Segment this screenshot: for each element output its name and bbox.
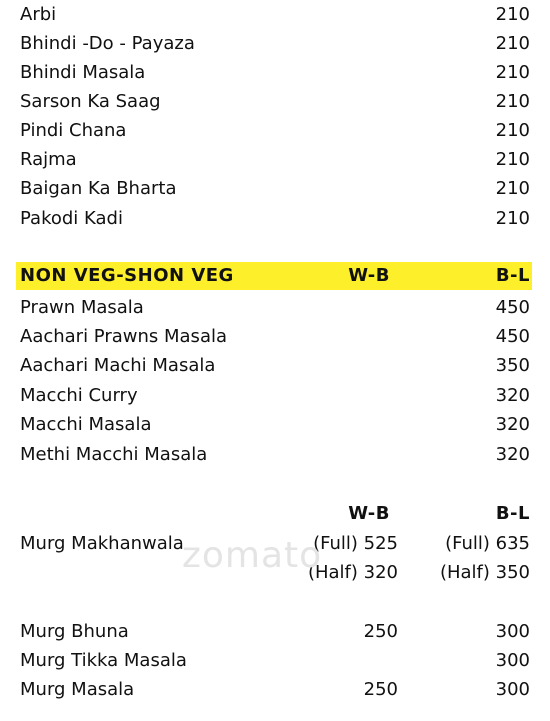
item-price-wb: 250 xyxy=(363,621,398,642)
item-price-bl-full: (Full) 635 xyxy=(445,533,530,554)
item-name: Methi Macchi Masala xyxy=(20,444,208,465)
item-name: Murg Bhuna xyxy=(20,621,129,642)
item-name: Aachari Prawns Masala xyxy=(20,326,227,347)
section-header-murg xyxy=(20,500,530,528)
item-price-wb-full: (Full) 525 xyxy=(313,533,398,554)
item-name: Bhindi -Do - Payaza xyxy=(20,33,195,54)
item-name: Bhindi Masala xyxy=(20,62,146,83)
column-header-bl: B-L xyxy=(495,503,530,524)
item-price: 210 xyxy=(495,91,530,112)
list-item xyxy=(20,0,530,29)
item-price: 210 xyxy=(495,33,530,54)
item-price-wb: 250 xyxy=(363,679,398,700)
item-name: Murg Tikka Masala xyxy=(20,650,187,671)
list-item xyxy=(20,293,530,322)
watermark-logo: zomato xyxy=(182,535,323,576)
section-header-nonveg xyxy=(20,262,530,290)
item-price: 320 xyxy=(495,444,530,465)
section-title: NON VEG-SHON VEG xyxy=(20,265,234,286)
item-name: Murg Makhanwala xyxy=(20,533,184,554)
item-price: 210 xyxy=(495,62,530,83)
column-header-wb: W-B xyxy=(348,503,390,524)
item-name: Pindi Chana xyxy=(20,120,127,141)
list-item xyxy=(20,174,530,203)
list-item xyxy=(20,381,530,410)
item-price: 450 xyxy=(495,326,530,347)
item-name: Baigan Ka Bharta xyxy=(20,178,177,199)
item-price: 320 xyxy=(495,385,530,406)
list-item xyxy=(20,29,530,58)
list-item xyxy=(20,675,530,704)
item-price-bl-half: (Half) 350 xyxy=(439,562,530,583)
item-price: 210 xyxy=(495,178,530,199)
item-price-wb-half: (Half) 320 xyxy=(307,562,398,583)
list-item xyxy=(20,440,530,469)
list-item xyxy=(20,145,530,174)
item-name: Macchi Masala xyxy=(20,414,152,435)
item-price: 210 xyxy=(495,120,530,141)
item-price: 350 xyxy=(495,355,530,376)
list-item xyxy=(20,58,530,87)
item-name: Prawn Masala xyxy=(20,297,144,318)
list-item xyxy=(20,204,530,233)
item-name: Sarson Ka Saag xyxy=(20,91,161,112)
item-name: Aachari Machi Masala xyxy=(20,355,216,376)
item-price: 450 xyxy=(495,297,530,318)
list-item xyxy=(20,410,530,439)
item-price: 210 xyxy=(495,4,530,25)
item-name: Rajma xyxy=(20,149,77,170)
item-price: 320 xyxy=(495,414,530,435)
column-header-bl: B-L xyxy=(495,265,530,286)
item-price: 210 xyxy=(495,208,530,229)
list-item xyxy=(20,351,530,380)
item-name: Macchi Curry xyxy=(20,385,138,406)
item-price: 210 xyxy=(495,149,530,170)
column-header-wb: W-B xyxy=(348,265,390,286)
item-name: Arbi xyxy=(20,4,57,25)
item-name: Pakodi Kadi xyxy=(20,208,123,229)
list-item xyxy=(20,87,530,116)
item-name: Murg Masala xyxy=(20,679,135,700)
list-item xyxy=(20,646,530,675)
list-item xyxy=(20,617,530,646)
item-price-bl: 300 xyxy=(495,621,530,642)
item-price-bl: 300 xyxy=(495,679,530,700)
item-price-bl: 300 xyxy=(495,650,530,671)
list-item xyxy=(20,116,530,145)
list-item xyxy=(20,322,530,351)
